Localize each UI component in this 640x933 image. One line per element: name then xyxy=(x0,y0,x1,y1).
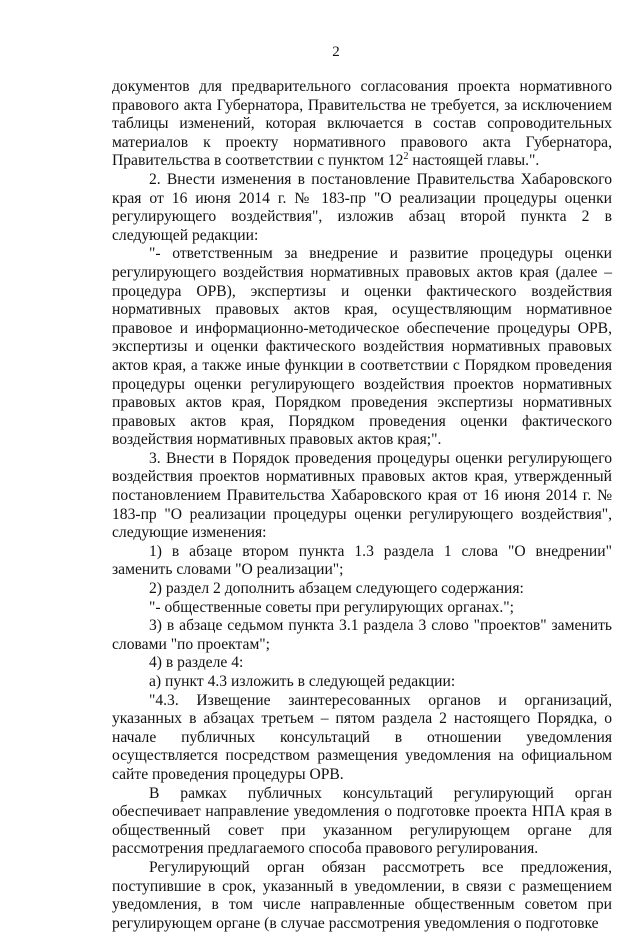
paragraph: В рамках публичных консультаций регулирующий орган обеспечивает направление уведомления о подготовке проекта НПА края в общественный совет при указанном регулирующем органе для рассмотрения предлагаемого способа правового регулирования. xyxy=(112,784,612,858)
superscript: 2 xyxy=(403,151,409,163)
paragraph: "4.3. Извещение заинтересованных органов и организаций, указанных в абзацах третьем – пятом раздела 2 настоящего Порядка, о начале публичных консультаций в отношении уведомления осуществляется посредством размещения уведомления на официальном сайте проведения процедуры ОРВ. xyxy=(112,691,612,783)
paragraph: 2) раздел 2 дополнить абзацем следующего содержания: xyxy=(149,580,524,598)
paragraph: Регулирующий орган обязан рассмотреть все предложения, поступившие в срок, указанный в уведомлении, в связи с размещением уведомления, в том числе направленные общественным советом при регулирующем органе (в случае рассмотрения уведомления о подготовке xyxy=(112,858,612,932)
page-number: 2 xyxy=(332,44,340,60)
paragraph: 4) в разделе 4: xyxy=(149,654,244,672)
paragraph: а) пункт 4.3 изложить в следующей редакции: xyxy=(149,673,456,690)
paragraph: 1) в абзаце втором пункта 1.3 раздела 1 слова "О внедрении" заменить словами "О реализации"; xyxy=(112,542,612,579)
paragraph: "- ответственным за внедрение и развитие процедуры оценки регулирующего воздействия нормативных правовых актов края (далее – процедура ОРВ), экспертизы и оценки фактического воздействия нормативных правовых актов края, осуществляющим нормативное правовое и информационно-методическое обеспечение процедуры ОРВ, экспертизы и оценки фактического воздействия нормативных правовых актов края, а также иные функции в соответствии с Порядком проведения процедуры оценки регулирующего воздействия проектов нормативных правовых актов края, Порядком проведения экспертизы нормативных правовых актов края, Порядком проведения оценки фактического воздействия нормативных правовых актов края;". xyxy=(112,245,612,449)
paragraph: документов для предварительного согласования проекта нормативного правового акта Губернатора, Правительства не требуется, за исключением таблицы изменений, которая включается в состав сопроводительных материалов к проекту нормативного правового акта Губернатора, Правительства в соответствии с пунктом $12^2$ настоящей главы.". xyxy=(112,78,612,170)
paragraph: "- общественные советы при регулирующих органах."; xyxy=(149,598,514,616)
paragraph: 3. Внести в Порядок проведения процедуры оценки регулирующего воздействия проектов нормативных правовых актов края, утвержденный постановлением Правительства Хабаровского края от 16 июня 2014 г. № 183-пр "О реализации процедуры оценки регулирующего воздействия", следующие изменения: xyxy=(112,449,612,542)
paragraph: 3) в абзаце седьмом пункта 3.1 раздела 3 слово "проектов" заменить словами "по проектам"; xyxy=(112,617,612,653)
paragraph: 2. Внести изменения в постановление Правительства Хабаровского края от 16 июня 2014 г. № 183-пр "О реализации процедуры оценки регулирующего воздействия", изложив абзац второй пункта 2 в следующей редакции: xyxy=(112,170,612,244)
